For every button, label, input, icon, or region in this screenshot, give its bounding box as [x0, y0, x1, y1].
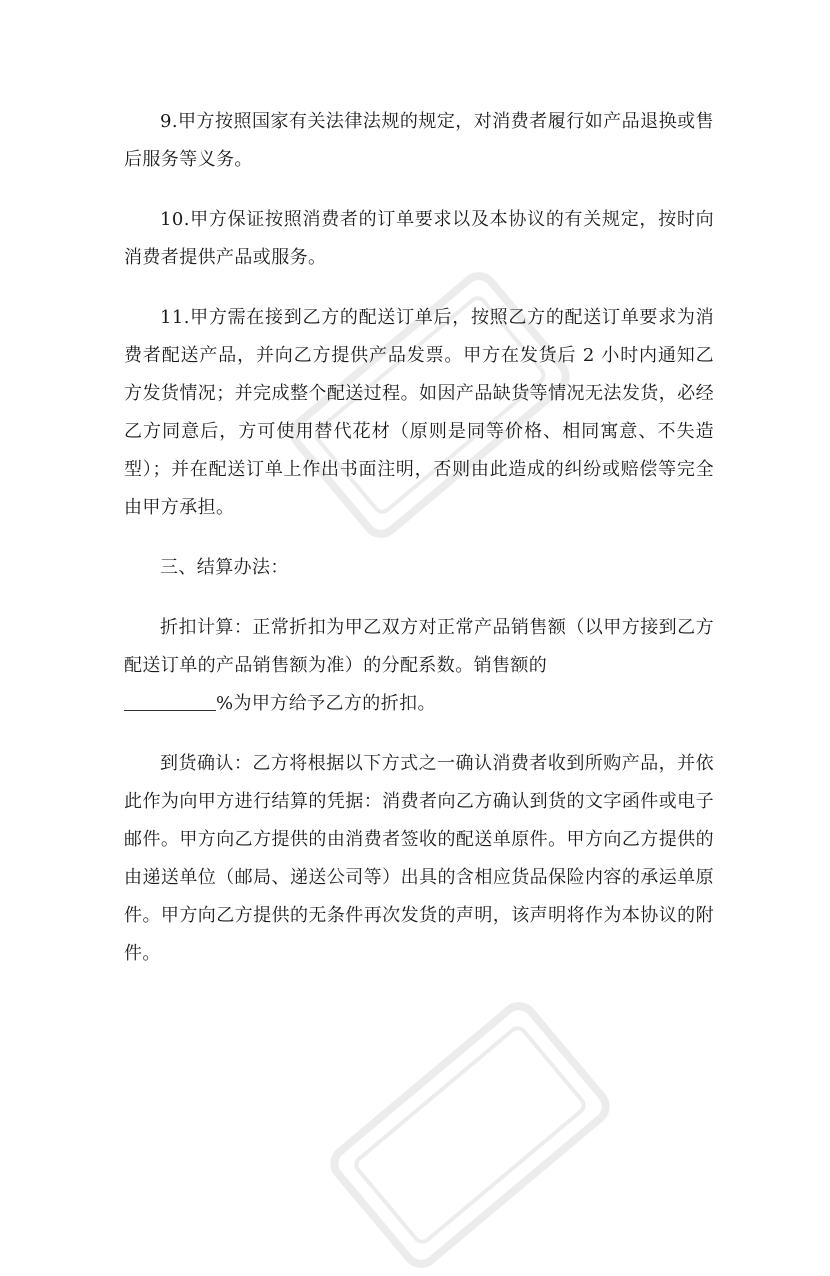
delivery-confirmation-paragraph: 到货确认：乙方将根据以下方式之一确认消费者收到所购产品，并依此作为向甲方进行结算的凭据：消费者向乙方确认到货的文字函件或电子邮件。甲方向乙方提供的由消费者签收的配送单原件。甲方向乙方提供的由递送单位（邮局、递送公司等）出具的含相应货品保险内容的承运单原件。甲方向乙方提供的无条件再次发货的声明，该声明将作为本协议的附件。 — [124, 753, 714, 964]
discount-paragraph — [124, 609, 714, 723]
document-body — [124, 103, 714, 995]
discount-rate-blank — [124, 692, 216, 711]
clause-10: 10.甲方保证按照消费者的订单要求以及本协议的有关规定，按时向消费者提供产品或服务。 — [124, 209, 714, 268]
section-heading-settlement: 三、结算办法： — [160, 557, 289, 578]
watermark-stamp-icon — [322, 994, 618, 1276]
discount-text-after: %为甲方给予乙方的折扣。 — [216, 693, 436, 714]
clause-11: 11.甲方需在接到乙方的配送订单后，按照乙方的配送订单要求为消费者配送产品，并向乙方提供产品发票。甲方在发货后 2 小时内通知乙方发货情况；并完成整个配送过程。如因产品缺货等情况无法发货，必经乙方同意后，方可使用替代花材（原则是同等价格、相同寓意、不失造型）；并在配送订单上作出书面注明，否则由此造成的纠纷或赔偿等完全由甲方承担。 — [124, 307, 714, 518]
discount-text-before: 折扣计算：正常折扣为甲乙双方对正常产品销售额（以甲方接到乙方配送订单的产品销售额为准）的分配系数。销售额的 — [124, 617, 714, 676]
clause-9: 9.甲方按照国家有关法律法规的规定，对消费者履行如产品退换或售后服务等义务。 — [124, 111, 714, 170]
